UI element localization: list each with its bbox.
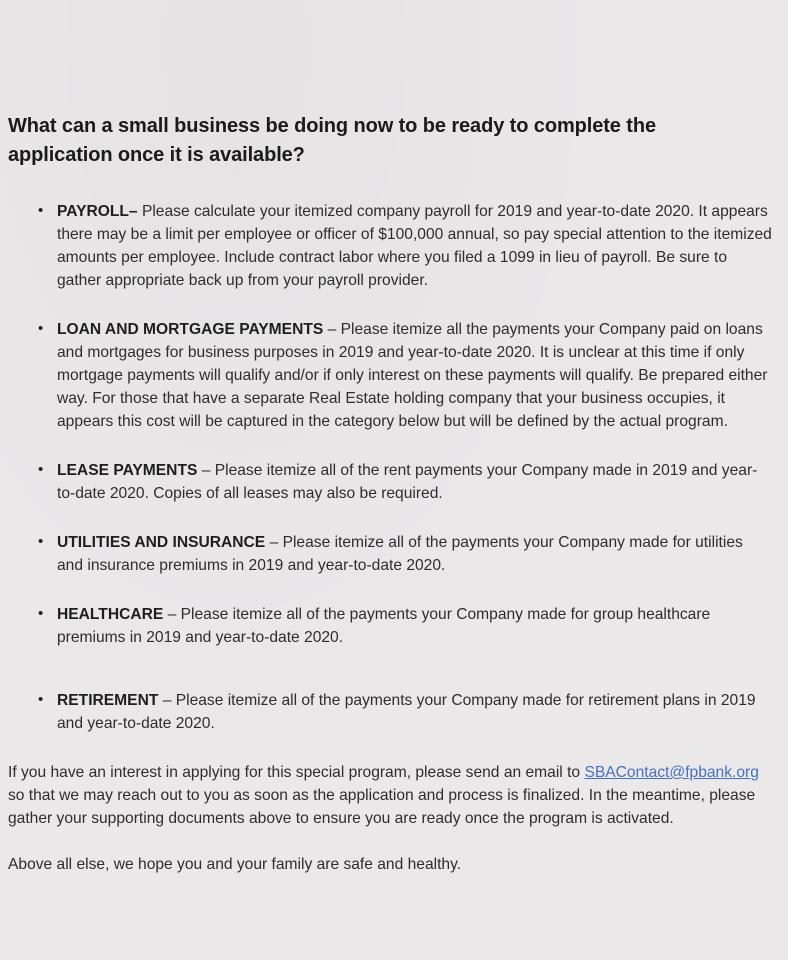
list-item-utilities-insurance [8,531,772,577]
list-item-body: – Please itemize all of the payments your Company made for retirement plans in 2019 and year-to-date 2020. [57,692,756,732]
list-item-healthcare [8,603,772,649]
page-title: What can a small business be doing now to be ready to complete the application once it is available? [8,115,656,166]
list-item-term: LEASE PAYMENTS [57,462,198,479]
list-item-term: UTILITIES AND INSURANCE [57,534,266,551]
list-item-term: RETIREMENT [57,692,159,709]
list-item-body: – Please itemize all of the payments your Company made for group healthcare premiums in 2019 and year-to-date 2020. [57,606,711,646]
bullet-icon: • [38,533,44,550]
list-item-body: – Please itemize all of the payments your Company made for utilities and insurance premiums in 2019 and year-to-date 2020. [57,534,743,574]
list-item-loan-mortgage [8,318,772,433]
closing-text-before-link: If you have an interest in applying for this special program, please send an email to [8,764,585,781]
list-item-body: Please calculate your itemized company payroll for 2019 and year-to-date 2020. It appears there may be a limit per employee or officer of $100,000 annual, so pay special attention to the itemized amounts per employee. Include contract labor where you filed a 1099 in lieu of payroll. Be sure to gather appropriate back up from your payroll provider. [57,203,772,289]
signoff-line: Above all else, we hope you and your family are safe and healthy. [8,856,462,873]
list-item-term: LOAN AND MORTGAGE PAYMENTS [57,321,324,338]
preparation-checklist [8,200,772,735]
bullet-icon: • [38,202,44,219]
email-link[interactable]: SBAContact@fpbank.org [584,764,759,781]
list-item-body: – Please itemize all the payments your Company paid on loans and mortgages for business purposes in 2019 and year-to-date 2020. It is unclear at this time if only mortgage payments will qualify and/or if only interest on these payments will qualify. Be prepared either way. For those that have a separate Real Estate holding company that your business occupies, it appears this cost will be captured in the category below but will be defined by the actual program. [57,321,768,430]
bullet-icon: • [38,461,44,478]
list-item-term: HEALTHCARE [57,606,164,623]
list-item-payroll [8,200,772,292]
list-item-body: – Please itemize all of the rent payments your Company made in 2019 and year-to-date 2020. Copies of all leases may also be required. [57,462,758,502]
bullet-icon: • [38,320,44,337]
list-item-lease [8,459,772,505]
list-item-retirement [8,689,772,735]
bullet-icon: • [38,691,44,708]
bullet-icon: • [38,605,44,622]
closing-paragraph [8,761,772,830]
list-item-term: PAYROLL– [57,203,138,220]
closing-text-after-link: so that we may reach out to you as soon as the application and process is finalized. In the meantime, please gather your supporting documents above to ensure you are ready once the program is activated. [8,787,756,827]
